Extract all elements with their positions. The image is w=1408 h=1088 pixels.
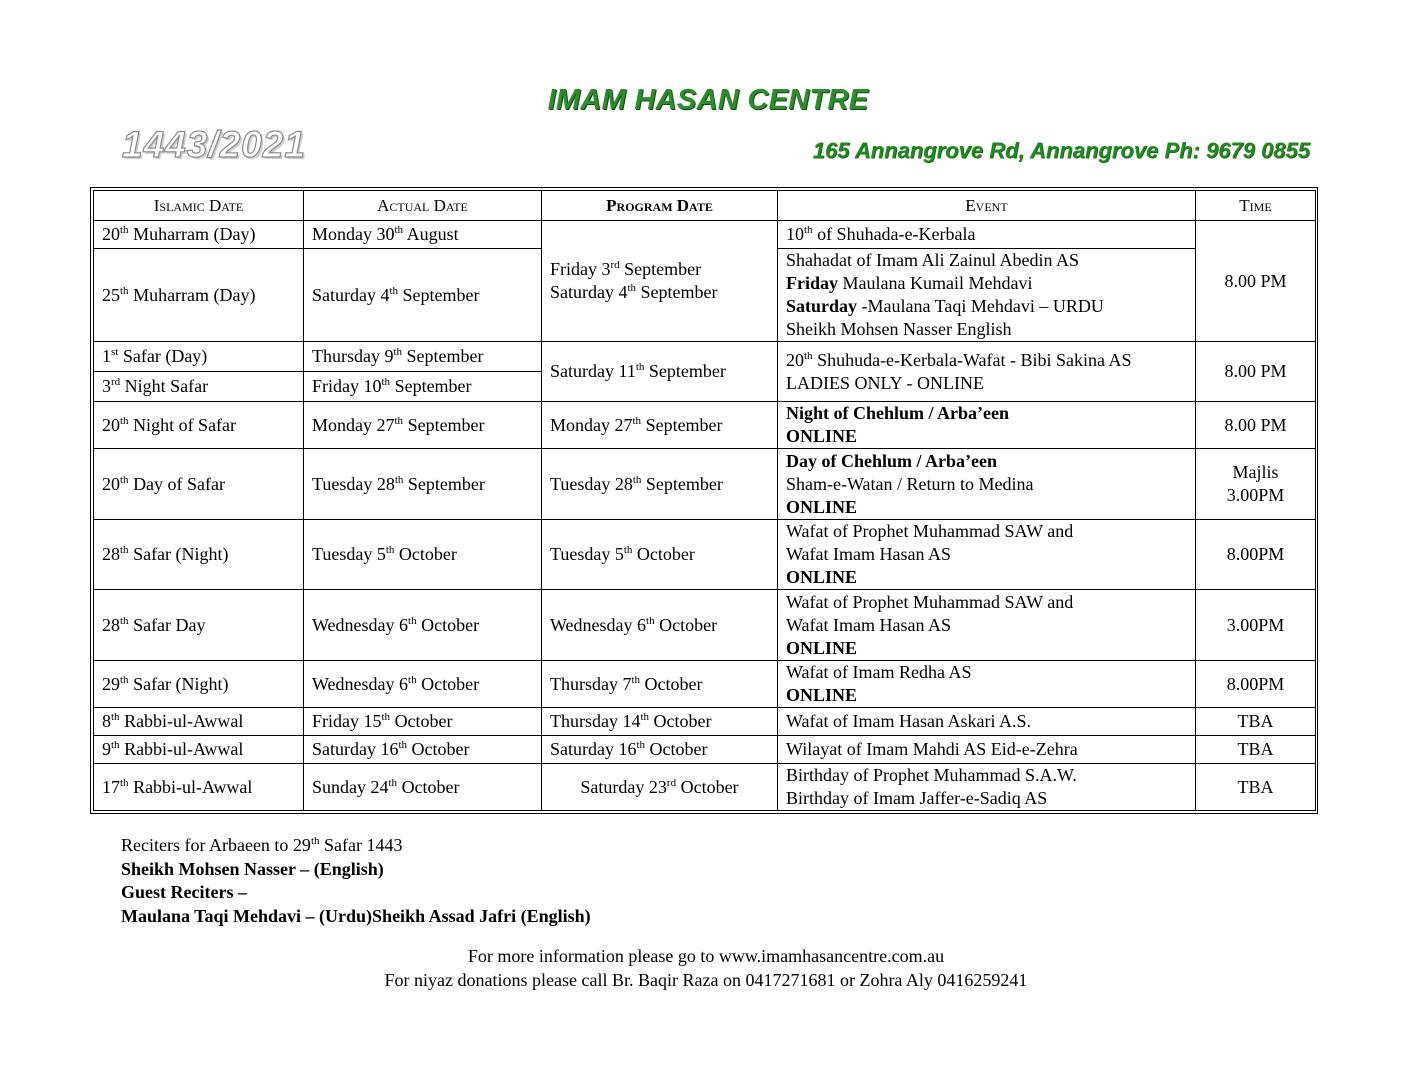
- year-heading: 1443/2021: [122, 124, 306, 165]
- program-date-cell: Monday 27th September: [542, 402, 778, 449]
- table-row: [94, 520, 1316, 590]
- reciter-main: Sheikh Mohsen Nasser – (English): [121, 858, 384, 879]
- program-date-cell: Saturday 11th September: [542, 342, 778, 402]
- program-date-cell: Thursday 14th October: [542, 708, 778, 736]
- program-date-cell: Saturday 16th October: [542, 736, 778, 764]
- program-date-cell: Saturday 23rd October: [542, 764, 778, 811]
- event-cell: Wilayat of Imam Mahdi AS Eid-e-Zehra: [778, 736, 1196, 764]
- time-cell: TBA: [1196, 708, 1316, 736]
- time-cell: Majlis 3.00PM: [1196, 449, 1316, 520]
- header-time: Time: [1196, 191, 1316, 221]
- islamic-date-cell: 3rd Night Safar: [94, 372, 304, 402]
- program-date-cell: Thursday 7th October: [542, 661, 778, 708]
- actual-date-cell: Saturday 4th September: [304, 249, 542, 342]
- islamic-date-cell: 17th Rabbi-ul-Awwal: [94, 764, 304, 811]
- table-row: [94, 736, 1316, 764]
- islamic-date-cell: 20th Day of Safar: [94, 449, 304, 520]
- time-cell: 8.00PM: [1196, 520, 1316, 590]
- table-row: [94, 590, 1316, 661]
- time-cell: 8.00 PM: [1196, 402, 1316, 449]
- islamic-date-cell: 28th Safar Day: [94, 590, 304, 661]
- program-date-cell: Tuesday 5th October: [542, 520, 778, 590]
- actual-date-cell: Tuesday 5th October: [304, 520, 542, 590]
- header-islamic-date: Islamic Date: [94, 191, 304, 221]
- islamic-date-cell: 9th Rabbi-ul-Awwal: [94, 736, 304, 764]
- event-cell: Birthday of Prophet Muhammad S.A.W. Birthday of Imam Jaffer-e-Sadiq AS: [778, 764, 1196, 811]
- table-row: [94, 342, 1316, 372]
- event-cell: Wafat of Imam Hasan Askari A.S.: [778, 708, 1196, 736]
- program-date-cell: Wednesday 6th October: [542, 590, 778, 661]
- event-cell: Wafat of Prophet Muhammad SAW and Wafat Imam Hasan AS ONLINE: [778, 520, 1196, 590]
- header-program-date: Program Date: [542, 191, 778, 221]
- actual-date-cell: Thursday 9th September: [304, 342, 542, 372]
- centre-title: IMAM HASAN CENTRE: [547, 84, 869, 116]
- header-event: Event: [778, 191, 1196, 221]
- islamic-date-cell: 8th Rabbi-ul-Awwal: [94, 708, 304, 736]
- actual-date-cell: Friday 10th September: [304, 372, 542, 402]
- islamic-date-cell: 1st Safar (Day): [94, 342, 304, 372]
- actual-date-cell: Friday 15th October: [304, 708, 542, 736]
- actual-date-cell: Monday 30th August: [304, 221, 542, 249]
- event-cell: 20th Shuhuda-e-Kerbala-Wafat - Bibi Sakina AS LADIES ONLY - ONLINE: [778, 342, 1196, 402]
- footer-info: [0, 944, 1408, 992]
- program-date-cell: Tuesday 28th September: [542, 449, 778, 520]
- time-cell: 8.00 PM: [1196, 221, 1316, 342]
- schedule-table-frame: [90, 187, 1318, 814]
- time-cell: 3.00PM: [1196, 590, 1316, 661]
- actual-date-cell: Tuesday 28th September: [304, 449, 542, 520]
- islamic-date-cell: 29th Safar (Night): [94, 661, 304, 708]
- table-header-row: [94, 191, 1316, 221]
- program-date-cell: Friday 3rd September Saturday 4th September: [542, 221, 778, 342]
- event-cell: Day of Chehlum / Arba’een Sham-e-Watan / Return to Medina ONLINE: [778, 449, 1196, 520]
- time-cell: TBA: [1196, 764, 1316, 811]
- table-row: [94, 221, 1316, 249]
- reciters-block: [121, 834, 591, 928]
- schedule-table: [93, 190, 1316, 811]
- table-row: [94, 764, 1316, 811]
- islamic-date-cell: 20th Night of Safar: [94, 402, 304, 449]
- actual-date-cell: Wednesday 6th October: [304, 661, 542, 708]
- event-cell: Night of Chehlum / Arba’een ONLINE: [778, 402, 1196, 449]
- event-cell: 10th of Shuhada-e-Kerbala: [778, 221, 1196, 249]
- donations-line: For niyaz donations please call Br. Baqir Raza on 0417271681 or Zohra Aly 0416259241: [384, 970, 1028, 990]
- actual-date-cell: Wednesday 6th October: [304, 590, 542, 661]
- event-cell: Shahadat of Imam Ali Zainul Abedin AS Friday Maulana Kumail Mehdavi Saturday -Maulana Taqi Mehdavi – URDU Sheikh Mohsen Nasser English: [778, 249, 1196, 342]
- address-line: 165 Annangrove Rd, Annangrove Ph: 9679 0855: [812, 138, 1310, 163]
- table-row: [94, 708, 1316, 736]
- guest-reciters-list: Maulana Taqi Mehdavi – (Urdu)Sheikh Assad Jafri (English): [121, 905, 591, 926]
- islamic-date-cell: 25th Muharram (Day): [94, 249, 304, 342]
- table-row: [94, 449, 1316, 520]
- islamic-date-cell: 28th Safar (Night): [94, 520, 304, 590]
- actual-date-cell: Saturday 16th October: [304, 736, 542, 764]
- event-cell: Wafat of Prophet Muhammad SAW and Wafat Imam Hasan AS ONLINE: [778, 590, 1196, 661]
- time-cell: TBA: [1196, 736, 1316, 764]
- actual-date-cell: Sunday 24th October: [304, 764, 542, 811]
- guest-reciters-label: Guest Reciters –: [121, 882, 247, 902]
- table-row: [94, 402, 1316, 449]
- event-cell: Wafat of Imam Redha AS ONLINE: [778, 661, 1196, 708]
- table-row: [94, 661, 1316, 708]
- time-cell: 8.00PM: [1196, 661, 1316, 708]
- actual-date-cell: Monday 27th September: [304, 402, 542, 449]
- time-cell: 8.00 PM: [1196, 342, 1316, 402]
- reciters-intro: Reciters for Arbaeen to 29th Safar 1443: [121, 835, 403, 855]
- website-line: For more information please go to www.imamhasancentre.com.au: [467, 946, 945, 966]
- islamic-date-cell: 20th Muharram (Day): [94, 221, 304, 249]
- header-actual-date: Actual Date: [304, 191, 542, 221]
